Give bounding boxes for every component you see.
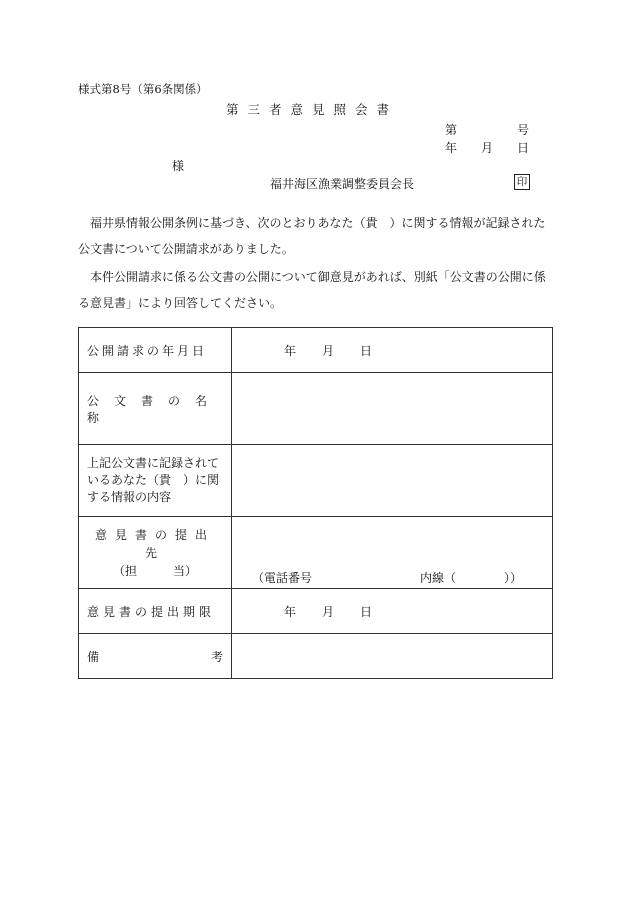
table-row [79,445,553,517]
deadline-month: 月 [322,604,335,619]
deadline-field[interactable] [232,589,553,634]
table-row [79,634,553,679]
remarks-label-left: 備 [87,649,100,664]
number-suffix: 号 [517,123,530,137]
recorded-info-label-text: 上記公文書に記録されているあなた（貴 ）に関する情報の内容 [87,456,220,504]
request-date-day: 日 [360,343,373,358]
request-date-month: 月 [322,343,335,358]
table-row [79,373,553,445]
deadline-value [232,603,552,620]
remarks-label-right: 考 [210,649,223,664]
remarks-field[interactable] [232,634,553,679]
deadline-day: 日 [360,604,373,619]
submission-destination-field[interactable] [232,517,553,589]
recorded-info-label [79,445,232,517]
deadline-label-text: 意見書の提出期限 [87,604,216,619]
table-row [79,517,553,589]
submission-destination-label [79,517,232,589]
submission-destination-line2: （担 当） [112,563,197,578]
seal-mark: 印 [514,174,530,190]
phone-line: （電話番号 内線（ ）） [251,571,522,585]
paragraph-2-text: 本件公開請求に係る公文書の公開について御意見があれば、別紙「公文書の公開に係る意見書」により回答してください。 [78,270,546,310]
body-paragraph-2 [78,264,554,316]
body-paragraph-1 [78,210,554,262]
request-date-year: 年 [284,343,297,358]
submission-destination-line1: 意見書の提出先 [94,527,215,560]
request-date-field[interactable] [232,328,553,373]
request-date-label-text: 公開請求の年月日 [87,343,208,358]
form-number: 様式第8号（第6条関係） [78,82,208,96]
document-title: 第三者意見照会書 [226,102,399,117]
submission-destination-label-text [87,526,223,580]
request-date-label [79,328,232,373]
document-name-label [79,373,232,445]
recorded-info-field[interactable] [232,445,553,517]
request-date-value [232,342,552,359]
addressee-suffix: 様 [172,159,185,173]
document-date [445,139,529,156]
date-month: 月 [481,141,494,155]
document-name-field[interactable] [232,373,553,445]
number-prefix: 第 [445,123,458,137]
document-name-label-text: 公文書の名称 [87,393,223,425]
date-year: 年 [445,141,458,155]
table-row [79,328,553,373]
document-number [445,121,529,138]
info-table [78,327,553,679]
sender-name: 福井海区漁業調整委員会長 [270,177,415,191]
deadline-label [79,589,232,634]
remarks-label-text [87,648,223,665]
date-day: 日 [517,141,530,155]
deadline-year: 年 [284,604,297,619]
table-row [79,589,553,634]
paragraph-1-text: 福井県情報公開条例に基づき、次のとおりあなた（貴 ）に関する情報が記録された公文書について公開請求がありました。 [78,216,546,256]
remarks-label [79,634,232,679]
